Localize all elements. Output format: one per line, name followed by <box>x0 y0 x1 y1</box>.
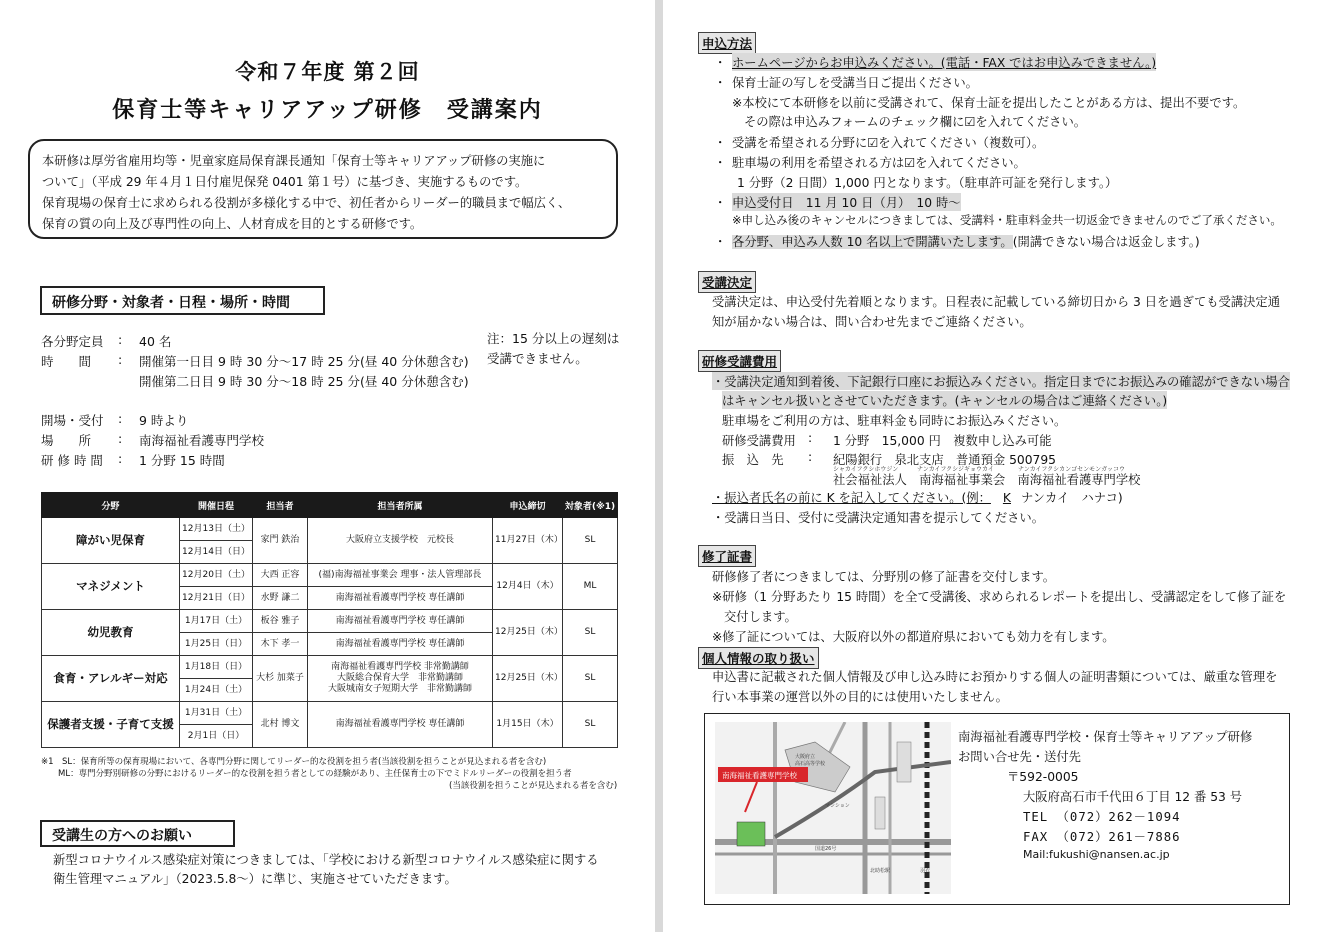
bullet: ・ <box>714 76 727 90</box>
table-row <box>42 656 618 679</box>
map-label-kitasukematsu: 北助松駅 <box>870 868 891 874</box>
colon: : <box>118 332 123 347</box>
intro-box <box>28 139 618 239</box>
affiliation-cell: 南海福祉看護専門学校 専任講師 <box>308 633 493 656</box>
date-cell: 12月20日（土） <box>180 564 253 587</box>
bullet: ・ <box>714 235 727 249</box>
deadline-cell: 1月15日（木） <box>493 702 563 748</box>
hours-value: 1 分野 15 時間 <box>139 453 225 468</box>
covid-line1: 新型コロナウイルス感染症対策につきましては、「学校における新型コロナウイルス感染症に関する <box>53 853 599 867</box>
table-row <box>42 518 618 541</box>
note-ml-sub: (当該役割を担うことが見込まれる者を含む) <box>449 781 618 791</box>
category-cell: 幼児教育 <box>42 610 180 656</box>
table-row <box>42 610 618 633</box>
schedule-table <box>41 492 618 748</box>
staff-cell: 大杉 加菜子 <box>253 656 308 702</box>
apply-field: 受講を希望される分野に☑を入れてください（複数可）。 <box>732 136 1045 150</box>
table-row <box>42 564 618 587</box>
section-heading-fee: 研修受講費用 <box>698 350 781 372</box>
affiliation-cell: (福)南海福祉事業会 理事・法人管理部長 <box>308 564 493 587</box>
contact-subtitle: お問い合せ先・送付先 <box>958 750 1081 764</box>
staff-cell: 家門 鉄治 <box>253 518 308 564</box>
affiliation-cell: 大阪府立支援学校 元校長 <box>308 518 493 564</box>
place-value: 南海福祉看護専門学校 <box>139 433 265 448</box>
apply-cert-note1: ※本校にて本研修を以前に受講されて、保育士証を提出したことがある方は、提出不要です。 <box>732 96 1246 110</box>
map-building <box>875 797 885 829</box>
target-cell: SL <box>563 656 618 702</box>
transfer-name-example-k: K <box>1002 491 1011 505</box>
staff-cell: 水野 謙二 <box>253 587 308 610</box>
category-cell: マネジメント <box>42 564 180 610</box>
target-cell: SL <box>563 518 618 564</box>
decision-line1: 受講決定は、申込受付先着順となります。日程表に記載している締切日から 3 日を過ぎても受講決定通 <box>712 295 1281 309</box>
date-cell: 1月24日（土） <box>180 679 253 702</box>
time-label: 時 間 <box>41 354 92 369</box>
account-name: 社会福祉法人 南海福祉事業会 南海福祉看護専門学校 <box>833 473 1141 487</box>
affiliation-cell: 南海福祉看護専門学校 専任講師 <box>308 587 493 610</box>
time-day2: 開催第二日目 9 時 30 分～18 時 25 分(昼 40 分休憩含む) <box>139 374 469 389</box>
bullet: ・ <box>714 136 727 150</box>
fee-line1: ・受講決定通知到着後、下記銀行口座にお振込みください。指定日までにお振込みの確認ができない場合 <box>712 372 1290 390</box>
intro-line: 保育の質の向上及び専門性の向上、人材育成を目的とする研修です。 <box>42 217 423 231</box>
apply-minimum-highlight: 各分野、申込み人数 10 名以上で開講いたします。 <box>732 235 1013 249</box>
note-ml: ML：専門分野別研修の分野におけるリーダー的な役割を担う者としての経験があり、主任保育士の下でミドルリーダーの役割を担う者 <box>58 769 572 779</box>
ruby-shakaifukushi: シャカイフクシホウジン <box>833 466 899 473</box>
map-green-area <box>737 822 765 846</box>
map-label-highschool2: 高石高等学校 <box>795 761 826 767</box>
fee-line3: 駐車場をご利用の方は、駐車料金も同時にお振込みください。 <box>722 414 1067 428</box>
staff-cell: 木下 孝一 <box>253 633 308 656</box>
affiliation-line: 大阪総合保育大学 非常勤講師 <box>336 673 463 683</box>
table-header: 申込締切 <box>493 493 563 518</box>
date-cell: 1月31日（土） <box>180 702 253 725</box>
colon: : <box>808 431 813 445</box>
apply-minimum <box>732 232 1200 250</box>
intro-line: ついて」（平成 29 年４月１日付雇児保発 0401 第１号）に基づき、実施するものです。 <box>42 175 528 189</box>
map-label-hagoromo: 羽衣 <box>920 868 931 874</box>
privacy-line2: 行い本事業の運営以外の目的には使用いたしません。 <box>712 690 1008 704</box>
table-header: 担当者 <box>253 493 308 518</box>
time-day1: 開催第一日目 9 時 30 分～17 時 25 分(昼 40 分休憩含む) <box>139 354 469 369</box>
apply-parking-fee: 1 分野（2 日間）1,000 円となります。（駐車許可証を発行します。） <box>737 176 1118 190</box>
left-page <box>0 0 655 932</box>
deadline-cell: 12月4日（木） <box>493 564 563 610</box>
capacity-label: 各分野定員 <box>41 334 104 349</box>
open-label: 開場・受付 <box>41 413 104 428</box>
page-title-line2: 保育士等キャリアアップ研修 受講案内 <box>112 98 543 123</box>
date-cell: 12月13日（土） <box>180 518 253 541</box>
cert-line2: ※研修（1 分野あたり 15 時間）を全て受講後、求められるレポートを提出し、受講認定をして修了証を <box>712 590 1287 604</box>
date-cell: 1月25日（日） <box>180 633 253 656</box>
staff-cell: 北村 博文 <box>253 702 308 748</box>
table-header-row <box>42 493 618 518</box>
transfer-name-note <box>712 488 1123 506</box>
cert-line1: 研修修了者につきましては、分野別の修了証書を交付します。 <box>712 570 1056 584</box>
affiliation-cell <box>308 656 493 702</box>
deadline-cell: 12月25日（木） <box>493 656 563 702</box>
table-row <box>42 702 618 725</box>
section-heading-decision: 受講決定 <box>698 271 756 293</box>
fee-line2: はキャンセル扱いとさせていただきます。(キャンセルの場合はご連絡ください。) <box>722 391 1167 409</box>
page-title-line1: 令和７年度 第２回 <box>235 60 420 84</box>
affiliation-cell: 南海福祉看護専門学校 専任講師 <box>308 702 493 748</box>
date-cell: 12月14日（日） <box>180 541 253 564</box>
contact-address: 大阪府高石市千代田６丁目 12 番 53 号 <box>1023 790 1243 804</box>
section-heading-request: 受講生の方へのお願い <box>40 820 235 847</box>
colon: : <box>808 450 813 464</box>
target-cell: SL <box>563 610 618 656</box>
category-cell: 障がい児保育 <box>42 518 180 564</box>
access-map <box>715 722 951 894</box>
section-heading-apply: 申込方法 <box>698 32 756 54</box>
colon: : <box>118 431 123 446</box>
apply-reception-date: 申込受付日 11 月 10 日（月） 10 時～ <box>732 193 961 211</box>
hours-label: 研 修 時 間 <box>41 453 103 468</box>
map-building <box>897 742 911 782</box>
affiliation-line: 大阪城南女子短期大学 非常勤講師 <box>327 684 472 694</box>
bank-value: 紀陽銀行 泉北支店 普通預金 500795 <box>833 453 1057 467</box>
intro-line: 本研修は厚労省雇用均等・児童家庭局保育課長通知「保育士等キャリアアップ研修の実施に <box>42 154 546 168</box>
transfer-day-note: ・受講日当日、受付に受講決定通知書を提示してください。 <box>712 511 1045 525</box>
staff-cell: 大西 正容 <box>253 564 308 587</box>
date-cell: 1月17日（土） <box>180 610 253 633</box>
fee-value: 1 分野 15,000 円 複数申し込み可能 <box>833 434 1052 448</box>
apply-cert-note2: その際は申込みフォームのチェック欄に☑を入れてください。 <box>744 115 1087 129</box>
bullet: ・ <box>714 196 727 210</box>
deadline-cell: 11月27日（木） <box>493 518 563 564</box>
bullet: ・ <box>714 156 727 170</box>
transfer-name-example: ナンカイ ハナコ) <box>1021 491 1123 505</box>
privacy-line1: 申込書に記載された個人情報及び申し込み時にお預かりする個人の証明書類については、厳重な管理を <box>712 670 1278 684</box>
apply-homepage: ホームページからお申込みください。(電話・FAX ではお申込みできません。) <box>732 53 1156 71</box>
apply-cancel-note: ※申し込み後のキャンセルにつきましては、受講料・駐車料金共一切返金できませんのでご了承ください。 <box>732 213 1282 227</box>
colon: : <box>118 451 123 466</box>
section-heading-certificate: 修了証書 <box>698 545 756 567</box>
map-label-route: 国道26号 <box>815 846 837 852</box>
bank-label: 振 込 先 <box>722 453 784 467</box>
map-label-mansion: マンション <box>825 803 850 809</box>
ruby-nankaikango: ナンカイフクシカンゴセンモンガッコウ <box>1018 466 1126 473</box>
late-note-line2: 受講できません。 <box>487 351 588 366</box>
capacity-value: 40 名 <box>139 334 172 349</box>
deadline-cell: 12月25日（木） <box>493 610 563 656</box>
cert-line3: 交付します。 <box>724 610 797 624</box>
apply-cert: 保育士証の写しを受講当日ご提出ください。 <box>732 76 978 90</box>
table-header: 開催日程 <box>180 493 253 518</box>
map-school-label: 南海福祉看護専門学校 <box>722 771 797 780</box>
note-sl: ※1 SL：保育所等の保育現場において、各専門分野に関してリーダー的な役割を担う者(当該役割を担うことが見込まれる者を含む) <box>41 757 547 767</box>
contact-postal: 〒592-0005 <box>1007 770 1079 784</box>
date-cell: 2月1日（日） <box>180 725 253 748</box>
target-cell: SL <box>563 702 618 748</box>
affiliation-cell: 南海福祉看護専門学校 専任講師 <box>308 610 493 633</box>
contact-fax: FAX （072）261－7886 <box>1023 830 1181 844</box>
contact-mail[interactable]: Mail:fukushi@nansen.ac.jp <box>1023 848 1170 861</box>
staff-cell: 板谷 雅子 <box>253 610 308 633</box>
section-heading-privacy: 個人情報の取り扱い <box>698 647 819 669</box>
bullet: ・ <box>714 56 727 70</box>
target-cell: ML <box>563 564 618 610</box>
place-label: 場 所 <box>41 433 92 448</box>
table-header: 分野 <box>42 493 180 518</box>
cert-line4: ※修了証については、大阪府以外の都道府県においても効力を有します。 <box>712 630 1115 644</box>
contact-title: 南海福祉看護専門学校・保育士等キャリアアップ研修 <box>958 730 1253 744</box>
apply-minimum-rest: (開講できない場合は返金します。) <box>1012 235 1200 249</box>
map-label-highschool: 大阪府立 <box>795 754 816 760</box>
decision-line2: 知が届かない場合は、問い合わせ先までご連絡ください。 <box>712 315 1032 329</box>
category-cell: 食育・アレルギー対応 <box>42 656 180 702</box>
date-cell: 12月21日（日） <box>180 587 253 610</box>
open-value: 9 時より <box>139 413 189 428</box>
contact-box <box>704 713 1290 905</box>
fee-label: 研修受講費用 <box>722 434 796 448</box>
section-heading-schedule: 研修分野・対象者・日程・場所・時間 <box>40 286 325 315</box>
apply-parking: 駐車場の利用を希望される方は☑を入れてください。 <box>732 156 1026 170</box>
date-cell: 1月18日（日） <box>180 656 253 679</box>
category-cell: 保護者支援・子育て支援 <box>42 702 180 748</box>
covid-line2: 衛生管理マニュアル」（2023.5.8～）に準じ、実施させていただきます。 <box>53 872 457 886</box>
ruby-nankaifukushi: ナンカイフクシジギョウカイ <box>917 466 994 473</box>
contact-tel: TEL （072）262－1094 <box>1023 810 1181 824</box>
colon: : <box>118 411 123 426</box>
affiliation-line: 南海福祉看護専門学校 非常勤講師 <box>331 662 469 672</box>
table-header: 対象者(※1) <box>563 493 618 518</box>
colon: : <box>118 352 123 367</box>
transfer-name-underlined: ・振込者氏名の前に K を記入してください。(例： <box>712 491 991 505</box>
table-header: 担当者所属 <box>308 493 493 518</box>
intro-line: 保育現場の保育士に求められる役割が多様化する中で、初任者からリーダー的職員まで幅広く、 <box>42 196 571 210</box>
late-note-line1: 注：15 分以上の遅刻は <box>487 331 620 346</box>
